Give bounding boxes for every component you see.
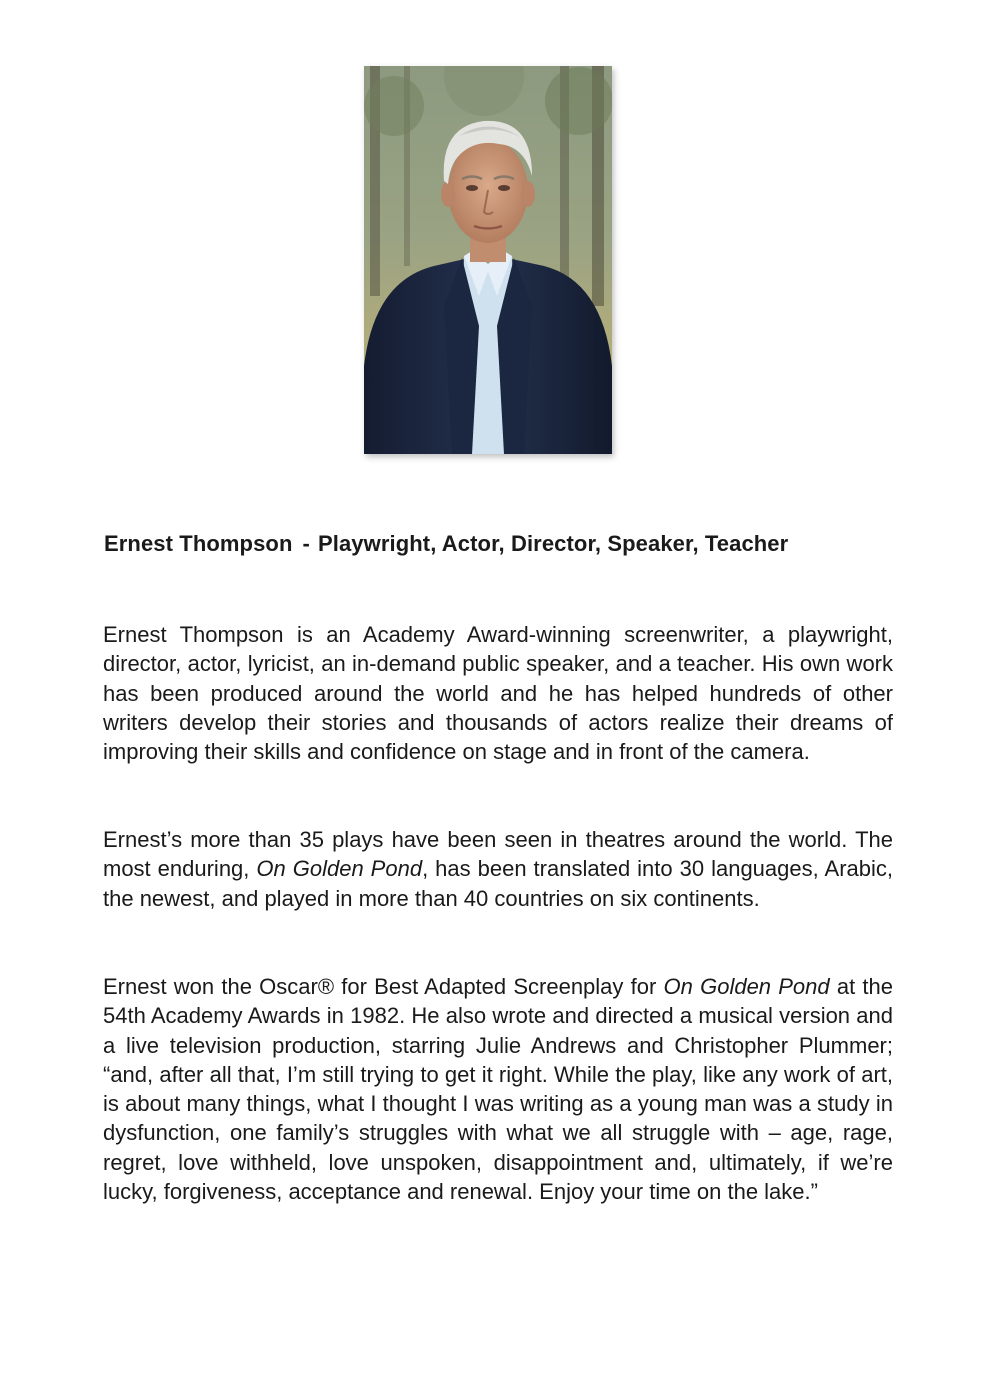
paragraph-3-text-a: Ernest won the Oscar® for Best Adapted Screenplay for: [103, 974, 664, 999]
bio-paragraph-1: Ernest Thompson is an Academy Award-winning screenwriter, a playwright, director, actor, lyricist, an in-demand public speaker, and a teacher. His own work has been produced around the world and he has helped hundreds of other writers develop their stories and thousands of actors realize their dreams of improving their skills and confidence on stage and in front of the camera.: [103, 622, 893, 765]
paragraph-3-text-b: at the 54th Academy Awards in 1982. He also wrote and directed a musical version and a live television production, starring Julie Andrews and Christopher Plummer; “and, after all that, I’m still trying to get it right. While the play, like any work of art, is about many things, what I thought I was writing as a young man was a study in dysfunction, one family’s struggles with what we all struggle with – age, rage, regret, love withheld, love unspoken, disappointment and, ultimately, if we’re lucky, forgiveness, acceptance and renewal. Enjoy your time on the lake.”: [103, 974, 894, 1205]
heading-name: Ernest Thompson: [104, 531, 293, 556]
paragraph-2-text-b: , has been translated into 30 languages, Arabic, the newest, and played in more than 40 countries on six continents.: [103, 856, 893, 911]
heading-separator: -: [302, 531, 310, 556]
heading-roles: Playwright, Actor, Director, Speaker, Teacher: [317, 531, 789, 556]
play-title: On Golden Pond: [256, 856, 423, 882]
screenplay-title: On Golden Pond: [663, 974, 830, 999]
portrait-photo: [364, 66, 612, 454]
paragraph-2-text-a: Ernest’s more than 35 plays have been seen in theatres around the world. The most enduring,: [103, 827, 893, 882]
portrait-illustration: [364, 66, 612, 454]
bio-paragraph-2: [103, 825, 893, 913]
bio-heading: [104, 531, 904, 557]
bio-paragraph-3: [103, 972, 893, 1206]
